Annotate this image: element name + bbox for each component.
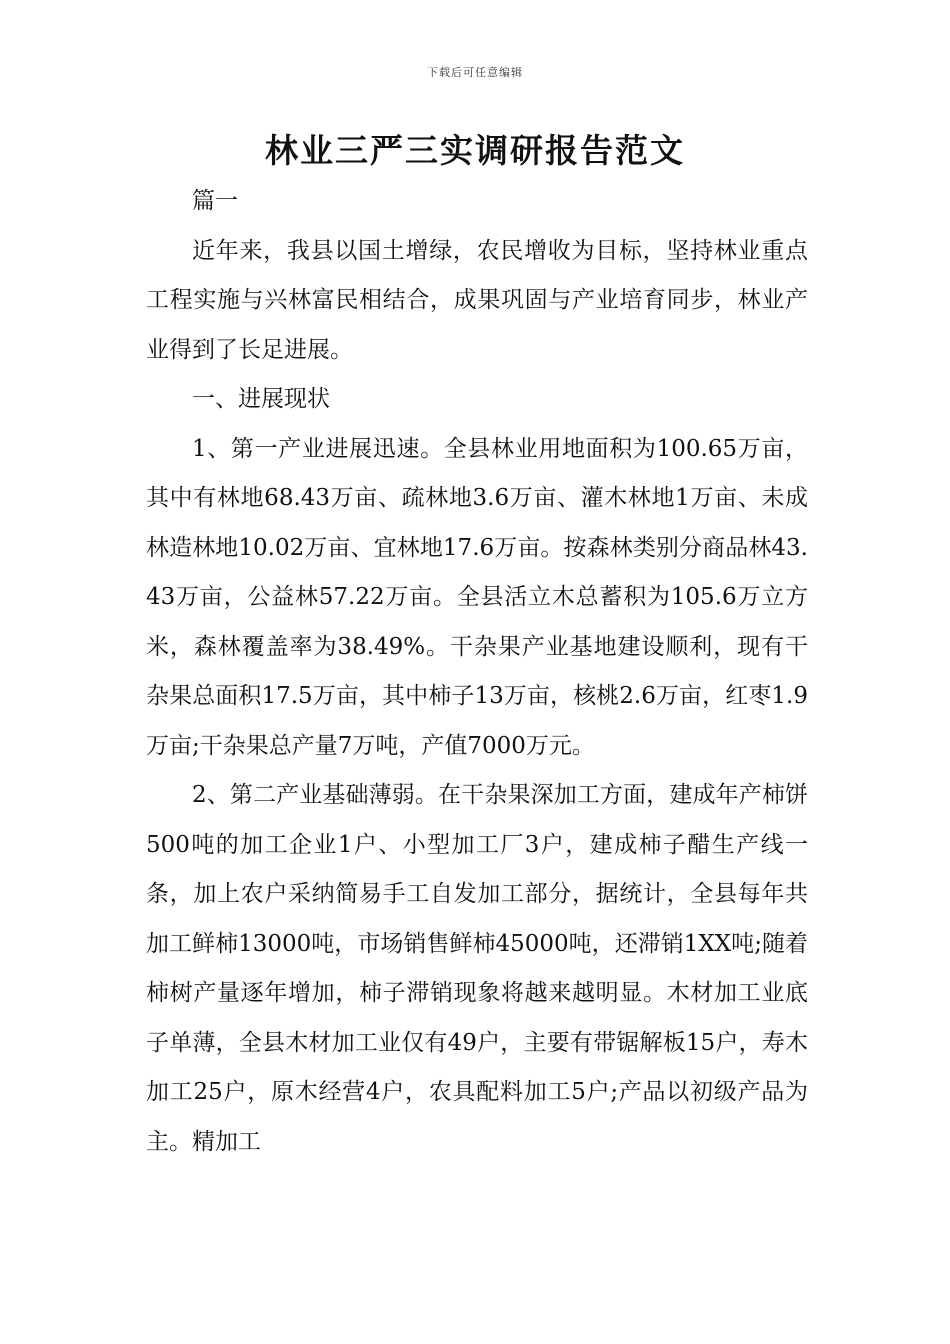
paragraph-intro: 近年来，我县以国土增绿，农民增收为目标，坚持林业重点工程实施与兴林富民相结合，成果巩固与产业培育同步，林业产业得到了长足进展。 (146, 237, 808, 363)
paragraph-secondary-industry: 2、第二产业基础薄弱。在干杂果深加工方面，建成年产柿饼500吨的加工企业1户、小型加工厂3户，建成柿子醋生产线一条，加上农户采纳简易手工自发加工部分，据统计，全县每年共加工鲜柿13000吨，市场销售鲜柿45000吨，还滞销1XX吨;随着柿树产量逐年增加，柿子滞销现象将越来越明显。木材加工业底子单薄，全县木材加工业仅有49户，主要有带锯解板15户，寿木加工25户，原木经营4户，农具配料加工5户;产品以初级产品为主。精加工 (146, 782, 808, 1155)
document-title: 林业三严三实调研报告范文 (265, 131, 685, 170)
section-label: 篇一 (192, 188, 238, 214)
paragraph-primary-industry: 1、第一产业进展迅速。全县林业用地面积为100.65万亩，其中有林地68.43万亩、疏林地3.6万亩、灌木林地1万亩、未成林造林地10.02万亩、宜林地17.6万亩。按森林类别分商品林43.43万亩，公益林57.22万亩。全县活立木总蓄积为105.6万立方米，森林覆盖率为38.49%。干杂果产业基地建设顺利，现有干杂果总面积17.5万亩，其中柿子13万亩，核桃2.6万亩，红枣1.9万亩;干杂果总产量7万吨，产值7000万元。 (146, 435, 808, 759)
section-heading: 一、进展现状 (192, 386, 330, 412)
page-header: 下载后可任意编辑 (427, 66, 523, 79)
document-body (146, 177, 808, 1167)
